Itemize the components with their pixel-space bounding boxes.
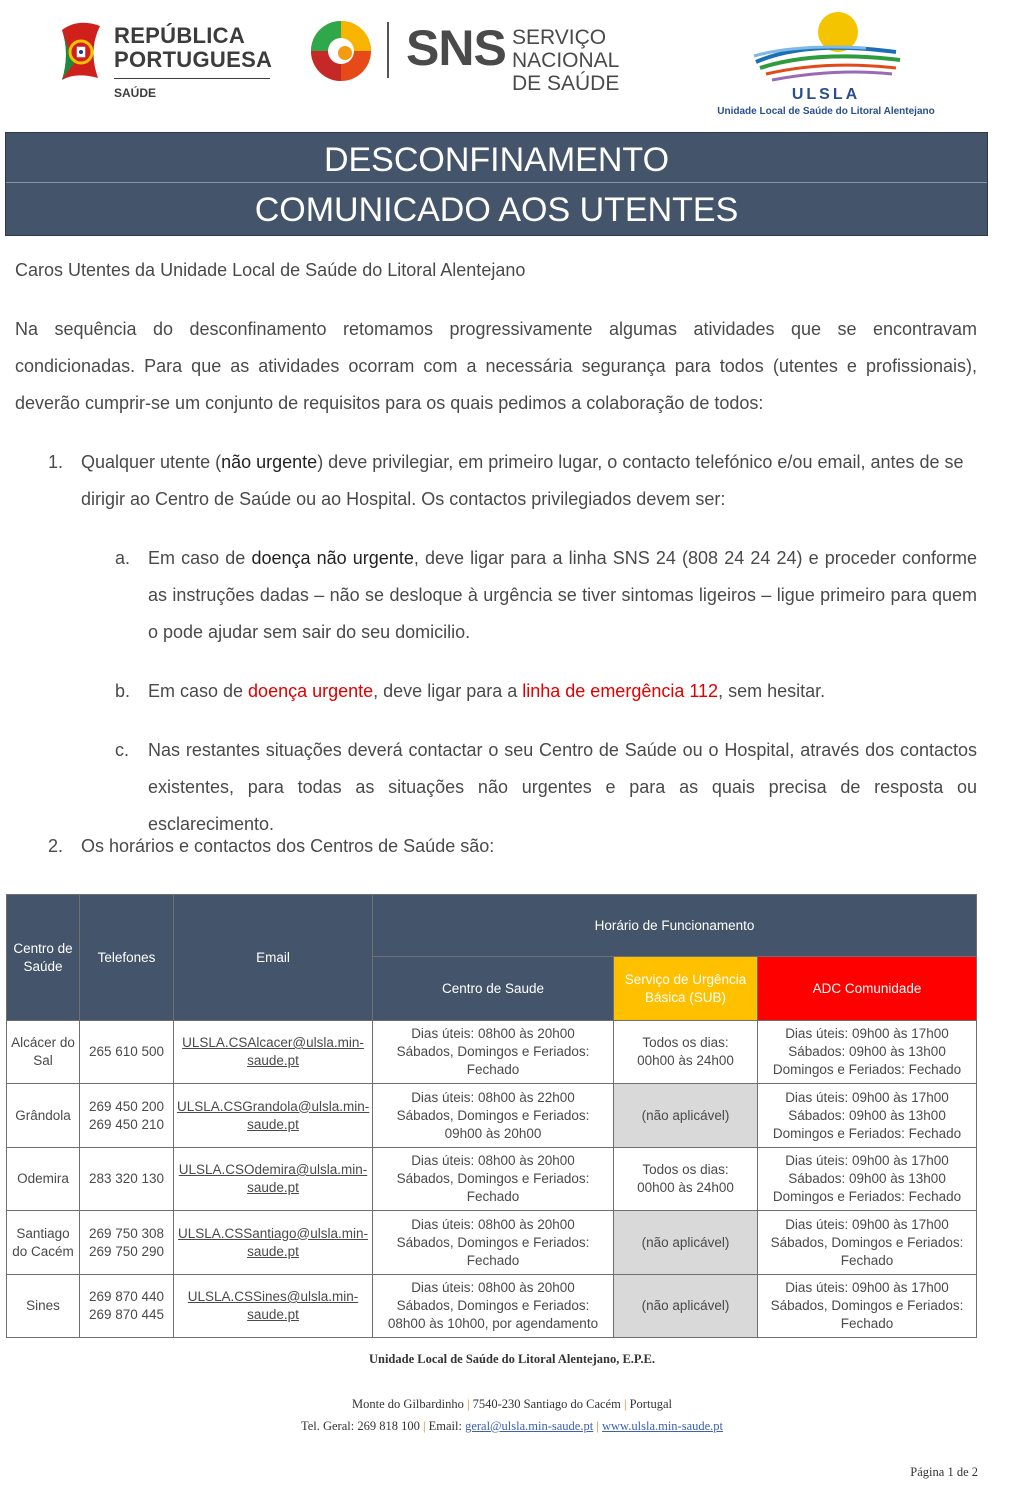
cell-centro: Odemira [7, 1148, 80, 1211]
cs-hours-line: Sábados, Domingos e Feriados: [396, 1044, 590, 1059]
portugal-emblem-icon [58, 20, 104, 82]
cs-hours-line: Fechado [466, 1189, 520, 1204]
sub-hours-line: Todos os dias: [642, 1162, 729, 1177]
rp-saude-label: SAÚDE [114, 86, 157, 100]
footer-org: Unidade Local de Saúde do Litoral Alentejano, E.P.E. [368, 1352, 656, 1366]
sub-hours-line: 00h00 às 24h00 [637, 1180, 734, 1195]
cell-sub-hours [614, 1275, 758, 1338]
cs-hours-line: Dias úteis: 08h00 às 22h00 [411, 1089, 575, 1105]
table-body [7, 1021, 977, 1338]
cs-hours-line: Dias úteis: 08h00 às 20h00 [411, 1216, 575, 1232]
adc-hours-line: Domingos e Feriados: Fechado [772, 1189, 962, 1204]
sub-hours-line: (não aplicável) [641, 1107, 730, 1123]
phone-line: 283 320 130 [88, 1171, 165, 1186]
ulsla-sun-waves-icon [746, 10, 906, 90]
header-adc: ADC Comunidade [758, 957, 977, 1021]
table-row [7, 1084, 977, 1148]
cs-hours-line: Sábados, Domingos e Feriados: [396, 1171, 590, 1186]
cs-hours-line: Dias úteis: 08h00 às 20h00 [411, 1153, 575, 1168]
email-link[interactable]: ULSLA.CSSines@ulsla.min-saude.pt [187, 1289, 359, 1322]
banner-title-line2: COMUNICADO AOS UTENTES [254, 191, 739, 229]
health-centres-table [6, 894, 977, 1338]
phone-line: 269 750 290 [88, 1243, 165, 1259]
sns-acronym: SNS [406, 20, 506, 76]
cell-centro-saude-hours [373, 1211, 614, 1275]
item-b-text: Em caso de doença urgente, deve ligar para a linha de emergência 112, sem hesitar. [148, 681, 826, 701]
item-a-letter: a. [115, 548, 131, 568]
header-horario: Horário de Funcionamento [373, 895, 977, 957]
sns-name-line1: SERVIÇO NACIONAL [512, 26, 620, 72]
footer-contacts: Tel. Geral: 269 818 100 | Email: geral@ulsla.min-saude.pt | www.ulsla.min-saude.pt [300, 1419, 724, 1433]
adc-hours-line: Dias úteis: 09h00 às 17h00 [785, 1026, 949, 1041]
cell-sub-hours [614, 1148, 758, 1211]
cell-centro-saude-hours [373, 1148, 614, 1211]
adc-hours-line: Dias úteis: 09h00 às 17h00 [785, 1153, 949, 1168]
adc-hours-line: Domingos e Feriados: Fechado [772, 1125, 962, 1141]
email-link[interactable]: ULSLA.CSOdemira@ulsla.min-saude.pt [178, 1162, 368, 1195]
header-sub: Serviço de Urgência Básica (SUB) [614, 957, 758, 1021]
table-row [7, 1275, 977, 1338]
adc-hours-line: Sábados: 09h00 às 13h00 [788, 1107, 946, 1123]
item-a-emphasis: doença não urgente [251, 548, 414, 568]
sns-logo [310, 18, 680, 95]
item1-text: Qualquer utente (não urgente) deve privilegiar, em primeiro lugar, o contacto telefónico e/ou email, antes de se dirigir ao Centro de Saúde ou ao Hospital. Os contactos privilegiados devem ser: [81, 452, 964, 509]
sub-hours-line: Todos os dias: [642, 1035, 729, 1050]
header-centro: Centro de Saúde [7, 895, 80, 1021]
adc-hours-line: Domingos e Feriados: Fechado [772, 1062, 962, 1077]
email-link[interactable]: ULSLA.CSAlcacer@ulsla.min-saude.pt [182, 1035, 364, 1068]
ulsla-fullname: Unidade Local de Saúde do Litoral Alentejano [717, 106, 935, 117]
ulsla-acronym: ULSLA [791, 86, 861, 103]
table-row [7, 1148, 977, 1211]
email-link[interactable]: ULSLA.CSSantiago@ulsla.min-saude.pt [177, 1225, 369, 1259]
item1-number: 1. [48, 452, 64, 472]
item-c-text: Nas restantes situações deverá contactar o seu Centro de Saúde ou o Hospital, através dos contactos existentes, para todas as situações não urgentes e para as quais precisa de resposta ou esclarecimento. [148, 740, 977, 834]
sns-name-line2: DE SAÚDE [512, 72, 620, 95]
table-row [7, 1021, 977, 1084]
adc-hours-line: Sábados, Domingos e Feriados: [770, 1234, 964, 1250]
item-b-letter: b. [115, 681, 131, 701]
phone-line: 269 450 210 [88, 1116, 165, 1132]
cell-email [174, 1211, 373, 1275]
cs-hours-line: Sábados, Domingos e Feriados: [396, 1107, 590, 1123]
phone-line: 269 750 308 [88, 1225, 165, 1241]
adc-hours-line: Dias úteis: 09h00 às 17h00 [785, 1280, 949, 1295]
cs-hours-line: Sábados, Domingos e Feriados: [396, 1234, 590, 1250]
footer-address: Monte do Gilbardinho | 7540-230 Santiago do Cacém | Portugal [352, 1397, 672, 1411]
header-telefones: Telefones [80, 895, 174, 1021]
sns-divider [387, 22, 389, 78]
cell-sub-hours [614, 1021, 758, 1084]
cs-hours-line: Dias úteis: 08h00 às 20h00 [411, 1280, 575, 1295]
phone-line: 269 450 200 [88, 1098, 165, 1114]
footer-phone: Tel. Geral: 269 818 100 [300, 1419, 420, 1433]
sub-hours-line: (não aplicável) [641, 1298, 730, 1313]
rp-line2: PORTUGUESA [114, 47, 273, 72]
cell-sub-hours [614, 1211, 758, 1275]
cell-sub-hours [614, 1084, 758, 1148]
adc-hours-line: Dias úteis: 09h00 às 17h00 [785, 1089, 949, 1105]
cell-centro-saude-hours [373, 1275, 614, 1338]
cs-hours-line: Fechado [466, 1252, 520, 1268]
banner-divider [6, 182, 987, 183]
greeting: Caros Utentes da Unidade Local de Saúde do Litoral Alentejano [15, 260, 526, 280]
table-row [7, 1211, 977, 1275]
cell-centro-saude-hours [373, 1021, 614, 1084]
sub-hours-line: 00h00 às 24h00 [637, 1053, 734, 1068]
cell-centro: Santiago do Cacém [7, 1211, 80, 1275]
banner-title-line1: DESCONFINAMENTO [323, 141, 670, 179]
footer-website-link[interactable]: www.ulsla.min-saude.pt [601, 1419, 724, 1433]
item-b-emphasis-2: linha de emergência 112 [522, 681, 719, 701]
cell-centro-saude-hours [373, 1084, 614, 1148]
cell-email [174, 1148, 373, 1211]
cell-adc-hours [758, 1211, 977, 1275]
sns-circle-icon [310, 20, 372, 82]
cell-adc-hours [758, 1021, 977, 1084]
title-banner [5, 132, 988, 236]
adc-hours-line: Fechado [840, 1316, 894, 1331]
cell-adc-hours [758, 1275, 977, 1338]
item-c-letter: c. [115, 740, 130, 760]
cell-adc-hours [758, 1084, 977, 1148]
footer-email-link[interactable]: geral@ulsla.min-saude.pt [465, 1419, 594, 1433]
cs-hours-line: Sábados, Domingos e Feriados: [396, 1298, 590, 1313]
rp-divider [114, 78, 270, 79]
phone-line: 269 870 440 [88, 1289, 165, 1304]
adc-hours-line: Sábados: 09h00 às 13h00 [788, 1044, 946, 1059]
cell-centro: Sines [7, 1275, 80, 1338]
cs-hours-line: 08h00 às 10h00, por agendamento [387, 1316, 599, 1331]
phone-line: 265 610 500 [88, 1044, 165, 1059]
cell-telefones [80, 1275, 174, 1338]
item1-emphasis: não urgente [221, 452, 318, 472]
cell-telefones [80, 1148, 174, 1211]
cell-email [174, 1275, 373, 1338]
rp-line1: REPÚBLICA [114, 23, 246, 48]
item2-number: 2. [48, 836, 64, 856]
ulsla-logo [716, 10, 936, 120]
page-number: Página 1 de 2 [910, 1465, 978, 1479]
adc-hours-line: Dias úteis: 09h00 às 17h00 [785, 1216, 949, 1232]
sub-hours-line: (não aplicável) [641, 1234, 730, 1250]
cell-telefones [80, 1021, 174, 1084]
item-b-emphasis-1: doença urgente [248, 681, 374, 701]
item-a-text: Em caso de doença não urgente, deve ligar para a linha SNS 24 (808 24 24 24) e proceder conforme as instruções dadas – não se desloque à urgência se tiver sintomas ligeiros – ligue primeiro para quem o pode ajudar sem sair do seu domicilio. [148, 548, 977, 642]
cell-telefones [80, 1084, 174, 1148]
cs-hours-line: 09h00 às 20h00 [444, 1125, 542, 1141]
email-link[interactable]: ULSLA.CSGrandola@ulsla.min-saude.pt [177, 1098, 370, 1132]
header-email: Email [174, 895, 373, 1021]
cell-centro: Alcácer do Sal [7, 1021, 80, 1084]
cell-email [174, 1021, 373, 1084]
cell-telefones [80, 1211, 174, 1275]
republica-portuguesa-logo [58, 18, 273, 106]
adc-hours-line: Fechado [840, 1252, 894, 1268]
cell-centro: Grândola [7, 1084, 80, 1148]
cs-hours-line: Dias úteis: 08h00 às 20h00 [411, 1026, 575, 1041]
cell-adc-hours [758, 1148, 977, 1211]
cs-hours-line: Fechado [466, 1062, 520, 1077]
phone-line: 269 870 445 [88, 1307, 165, 1322]
header-centro-saude: Centro de Saude [373, 957, 614, 1021]
adc-hours-line: Sábados, Domingos e Feriados: [770, 1298, 964, 1313]
adc-hours-line: Sábados: 09h00 às 13h00 [788, 1171, 946, 1186]
intro-paragraph: Na sequência do desconfinamento retomamos progressivamente algumas atividades que se encontravam condicionadas. Para que as atividades ocorram com a necessária segurança para todos (utentes e profissionais), deverão cumprir-se um conjunto de requisitos para os quais pedimos a colaboração de todos: [15, 319, 977, 413]
item2-text: Os horários e contactos dos Centros de Saúde são: [81, 836, 495, 856]
cell-email [174, 1084, 373, 1148]
